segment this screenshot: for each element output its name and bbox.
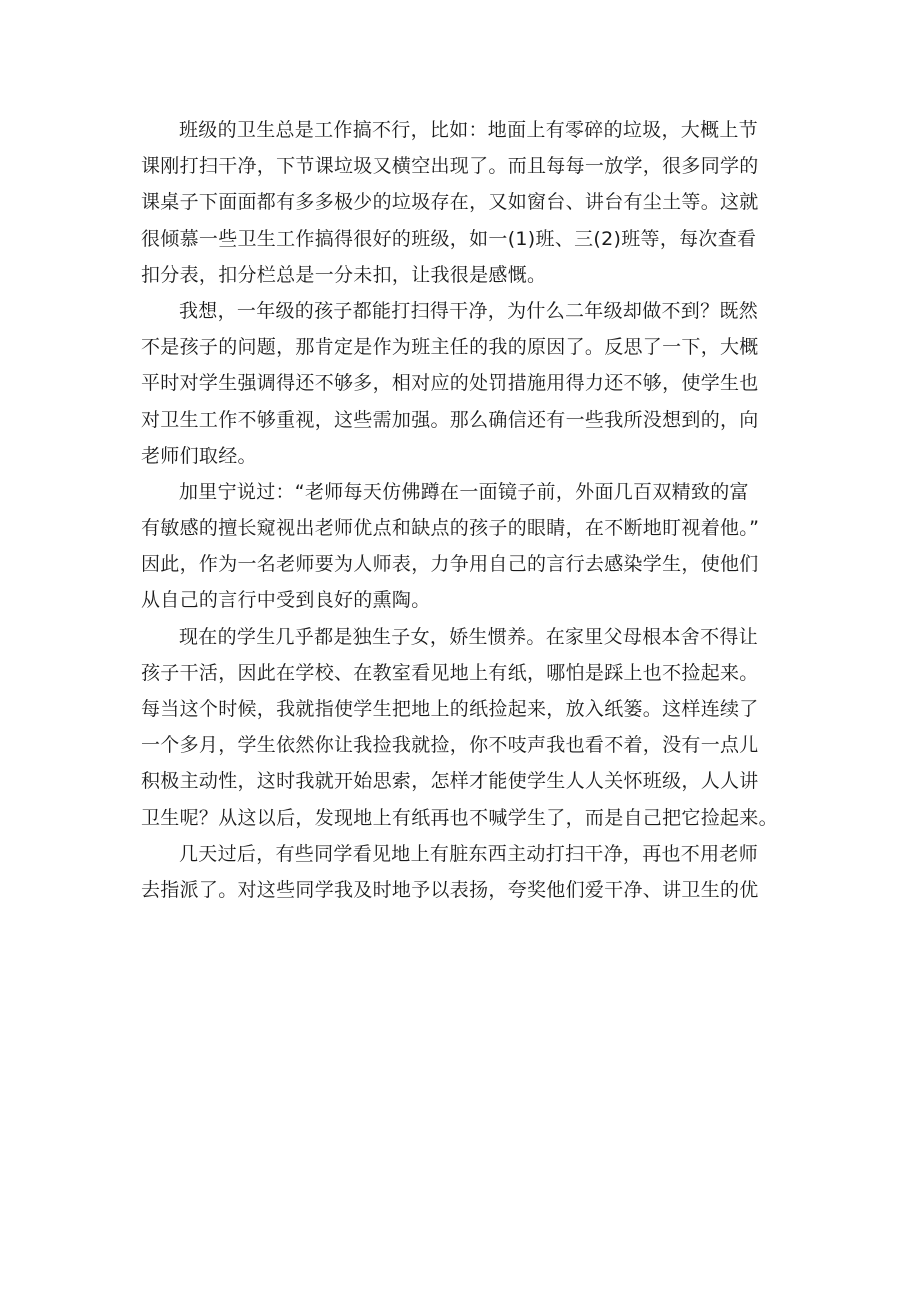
text-line: 几天过后，有些同学看见地上有脏东西主动打扫干净，再也不用老师 xyxy=(179,842,759,865)
paragraph-1 xyxy=(141,112,789,293)
text-line: 不是孩子的问题，那肯定是作为班主任的我的原因了。反思了一下，大概 xyxy=(141,336,759,359)
text-line: 因此，作为一名老师要为人师表，力争用自己的言行去感染学生，使他们 xyxy=(141,553,759,576)
text-line: 去指派了。对这些同学我及时地予以表扬，夸奖他们爱干净、讲卫生的优 xyxy=(141,878,759,901)
text-line: 一个多月，学生依然你让我捡我就捡，你不吱声我也看不着，没有一点儿 xyxy=(141,734,759,757)
paragraph-2 xyxy=(141,293,789,474)
text-line: 课桌子下面面都有多多极少的垃圾存在，又如窗台、讲台有尘土等。这就 xyxy=(141,191,759,214)
text-line: 有敏感的擅长窥视出老师优点和缺点的孩子的眼睛，在不断地盯视着他。” xyxy=(141,517,760,540)
paragraph-5 xyxy=(141,836,789,908)
text-line: 平时对学生强调得还不够多，相对应的处罚措施用得力还不够，使学生也 xyxy=(141,372,759,395)
text-line: 对卫生工作不够重视，这些需加强。那么确信还有一些我所没想到的，向 xyxy=(141,408,759,431)
text-line: 孩子干活，因此在学校、在教室看见地上有纸，哪怕是踩上也不捡起来。 xyxy=(141,661,759,684)
paragraph-4 xyxy=(141,619,789,836)
text-line: 老师们取经。 xyxy=(141,444,257,467)
text-line: 每当这个时候，我就指使学生把地上的纸捡起来，放入纸篓。这样连续了 xyxy=(141,698,759,720)
text-line: 扣分表，扣分栏总是一分未扣，让我很是感慨。 xyxy=(141,263,547,286)
text-line: 积极主动性，这时我就开始思索，怎样才能使学生人人关怀班级，人人讲 xyxy=(141,770,759,793)
document-body xyxy=(141,112,789,908)
text-line: 加里宁说过：“老师每天仿佛蹲在一面镜子前，外面几百双精致的富 xyxy=(179,480,749,503)
text-line: 班级的卫生总是工作搞不行，比如：地面上有零碎的垃圾，大概上节 xyxy=(179,119,759,141)
text-line: 很倾慕一些卫生工作搞得很好的班级，如一(1)班、三(2)班等，每次查看 xyxy=(141,227,757,250)
text-line: 课刚打扫干净，下节课垃圾又横空出现了。而且每每一放学，很多同学的 xyxy=(141,155,759,178)
text-line: 我想，一年级的孩子都能打扫得干净，为什么二年级却做不到？既然 xyxy=(179,299,759,322)
paragraph-3 xyxy=(141,474,789,619)
text-line: 现在的学生几乎都是独生子女，娇生惯养。在家里父母根本舍不得让 xyxy=(179,625,759,648)
text-line: 从自己的言行中受到良好的熏陶。 xyxy=(141,589,431,612)
text-line: 卫生呢？从这以后，发现地上有纸再也不喊学生了，而是自己把它捡起来。 xyxy=(141,806,778,829)
